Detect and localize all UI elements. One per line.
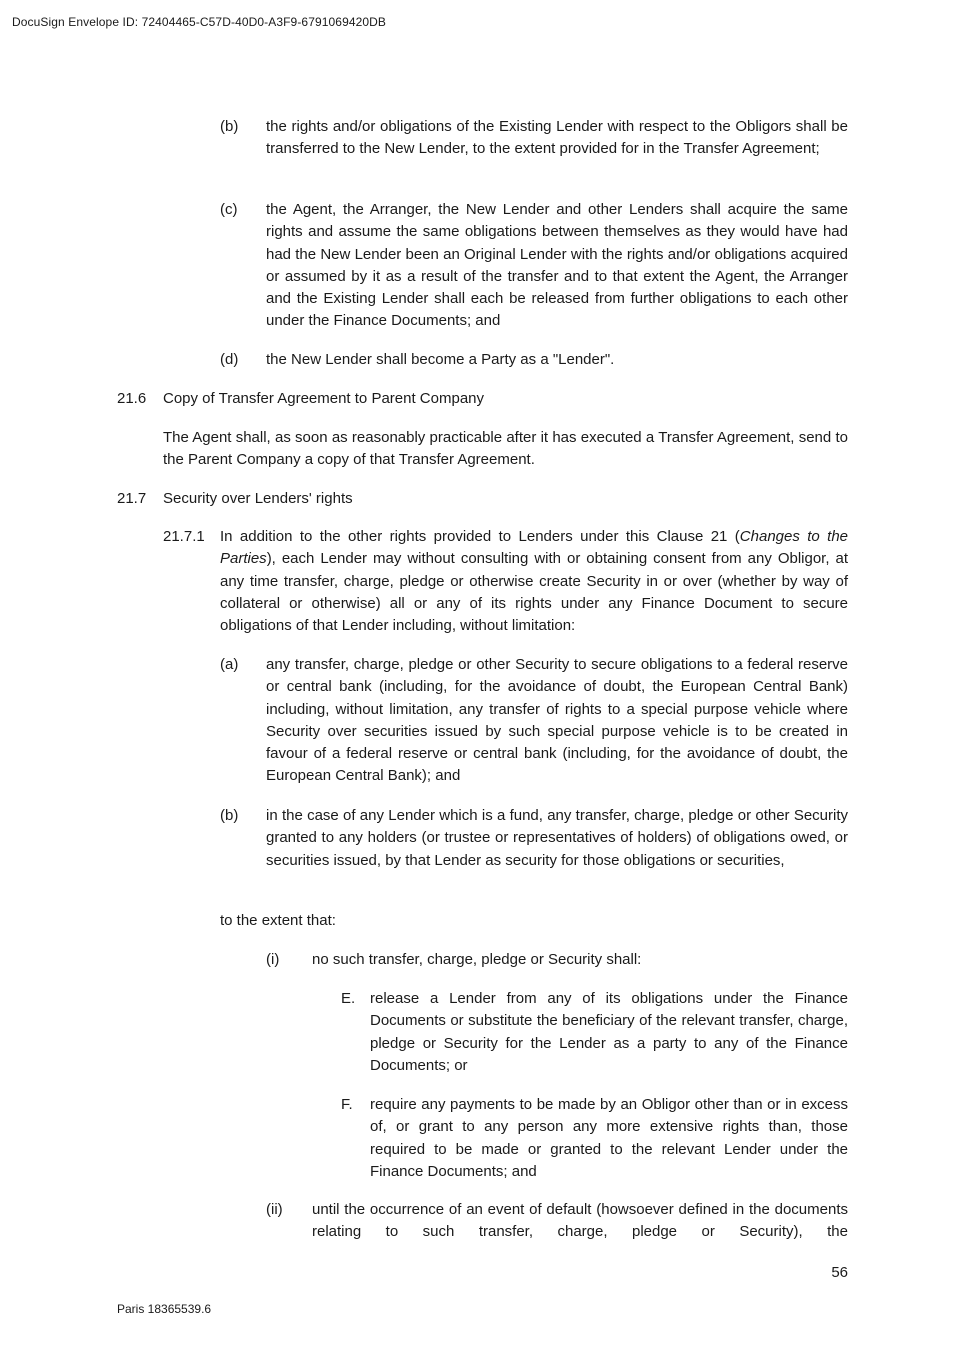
section-21-7-number: 21.7 bbox=[117, 490, 147, 507]
item-b2-text: in the case of any Lender which is a fund, any transfer, charge, pledge or other Security granted to any holders (or trustee or representatives of holders) of obligations owed, or securities issued, by that Lender as security for those obligations or securities, bbox=[266, 807, 848, 869]
item-c-text: the Agent, the Arranger, the New Lender and other Lenders shall acquire the same rights and assume the same obligations between themselves as they would have had had the New Lender been an Original Lender with the rights and/or obligations acquired or assumed by it as a result of the transfer and to that extent the Agent, the Arranger and the Existing Lender shall each be released from further obligations to each other under the Finance Documents; and bbox=[266, 201, 848, 330]
item-d-text: the New Lender shall become a Party as a "Lender". bbox=[266, 351, 615, 368]
section-21-6-body: The Agent shall, as soon as reasonably practicable after it has executed a Transfer Agreement, send to the Parent Company a copy of that Transfer Agreement. bbox=[163, 429, 848, 469]
item-ii-label: (ii) bbox=[266, 1201, 283, 1218]
clause-21-7-1-text-italic: Changes to the Parties bbox=[220, 528, 848, 568]
section-21-7-title: Security over Lenders' rights bbox=[163, 490, 353, 507]
item-F-label: F. bbox=[341, 1096, 353, 1113]
item-b-label: (b) bbox=[220, 118, 239, 135]
item-a-text: any transfer, charge, pledge or other Security to secure obligations to a federal reserve or central bank (including, for the avoidance of doubt, the European Central Bank) including, without limitation, any transfer of rights to a special purpose vehicle where Security over securities issued by such special purpose vehicle is to be created in favour of a federal reserve or central bank (including, for the avoidance of doubt, the European Central Bank); and bbox=[266, 656, 848, 785]
clause-21-7-1-text-after: ), each Lender may without consulting with or obtaining consent from any Obligor, at any time transfer, charge, pledge or otherwise create Security in or over (whether by way of collateral or otherwise) all or any of its rights under any Finance Document to secure obligations of that Lender including, without limitation: bbox=[220, 550, 848, 635]
item-b-text: the rights and/or obligations of the Existing Lender with respect to the Obligors shall be transferred to the New Lender, to the extent provided for in the Transfer Agreement; bbox=[266, 118, 848, 158]
item-c-label: (c) bbox=[220, 201, 238, 218]
item-F-text: require any payments to be made by an Obligor other than or in excess of, or grant to any person any more extensive rights than, those required to be made or granted to the relevant Lender under the Finance Documents; and bbox=[370, 1096, 848, 1180]
clause-21-7-1-text-before: In addition to the other rights provided to Lenders under this Clause 21 ( bbox=[220, 528, 740, 545]
footer-document-reference: Paris 18365539.6 bbox=[117, 1302, 212, 1316]
clause-21-7-1-text bbox=[220, 526, 848, 637]
item-i-text: no such transfer, charge, pledge or Security shall: bbox=[312, 951, 642, 968]
item-b2-label: (b) bbox=[220, 807, 239, 824]
item-E-text: release a Lender from any of its obligations under the Finance Documents or substitute the beneficiary of the relevant transfer, charge, pledge or Security for the Lender as a party to any of the Finance Documents; or bbox=[370, 990, 848, 1074]
docusign-envelope-id: DocuSign Envelope ID: 72404465-C57D-40D0-A3F9-6791069420DB bbox=[12, 15, 387, 29]
item-E-label: E. bbox=[341, 990, 356, 1007]
item-i-label: (i) bbox=[266, 951, 280, 968]
item-ii-text: until the occurrence of an event of default (howsoever defined in the documents relating to such transfer, charge, pledge or Security), the bbox=[312, 1201, 848, 1241]
section-21-6-title: Copy of Transfer Agreement to Parent Company bbox=[163, 390, 484, 407]
item-d-label: (d) bbox=[220, 351, 239, 368]
clause-21-7-1-number: 21.7.1 bbox=[163, 528, 205, 545]
page-number: 56 bbox=[831, 1264, 848, 1281]
to-the-extent: to the extent that: bbox=[220, 912, 336, 929]
item-a-label: (a) bbox=[220, 656, 239, 673]
section-21-6-number: 21.6 bbox=[117, 390, 147, 407]
